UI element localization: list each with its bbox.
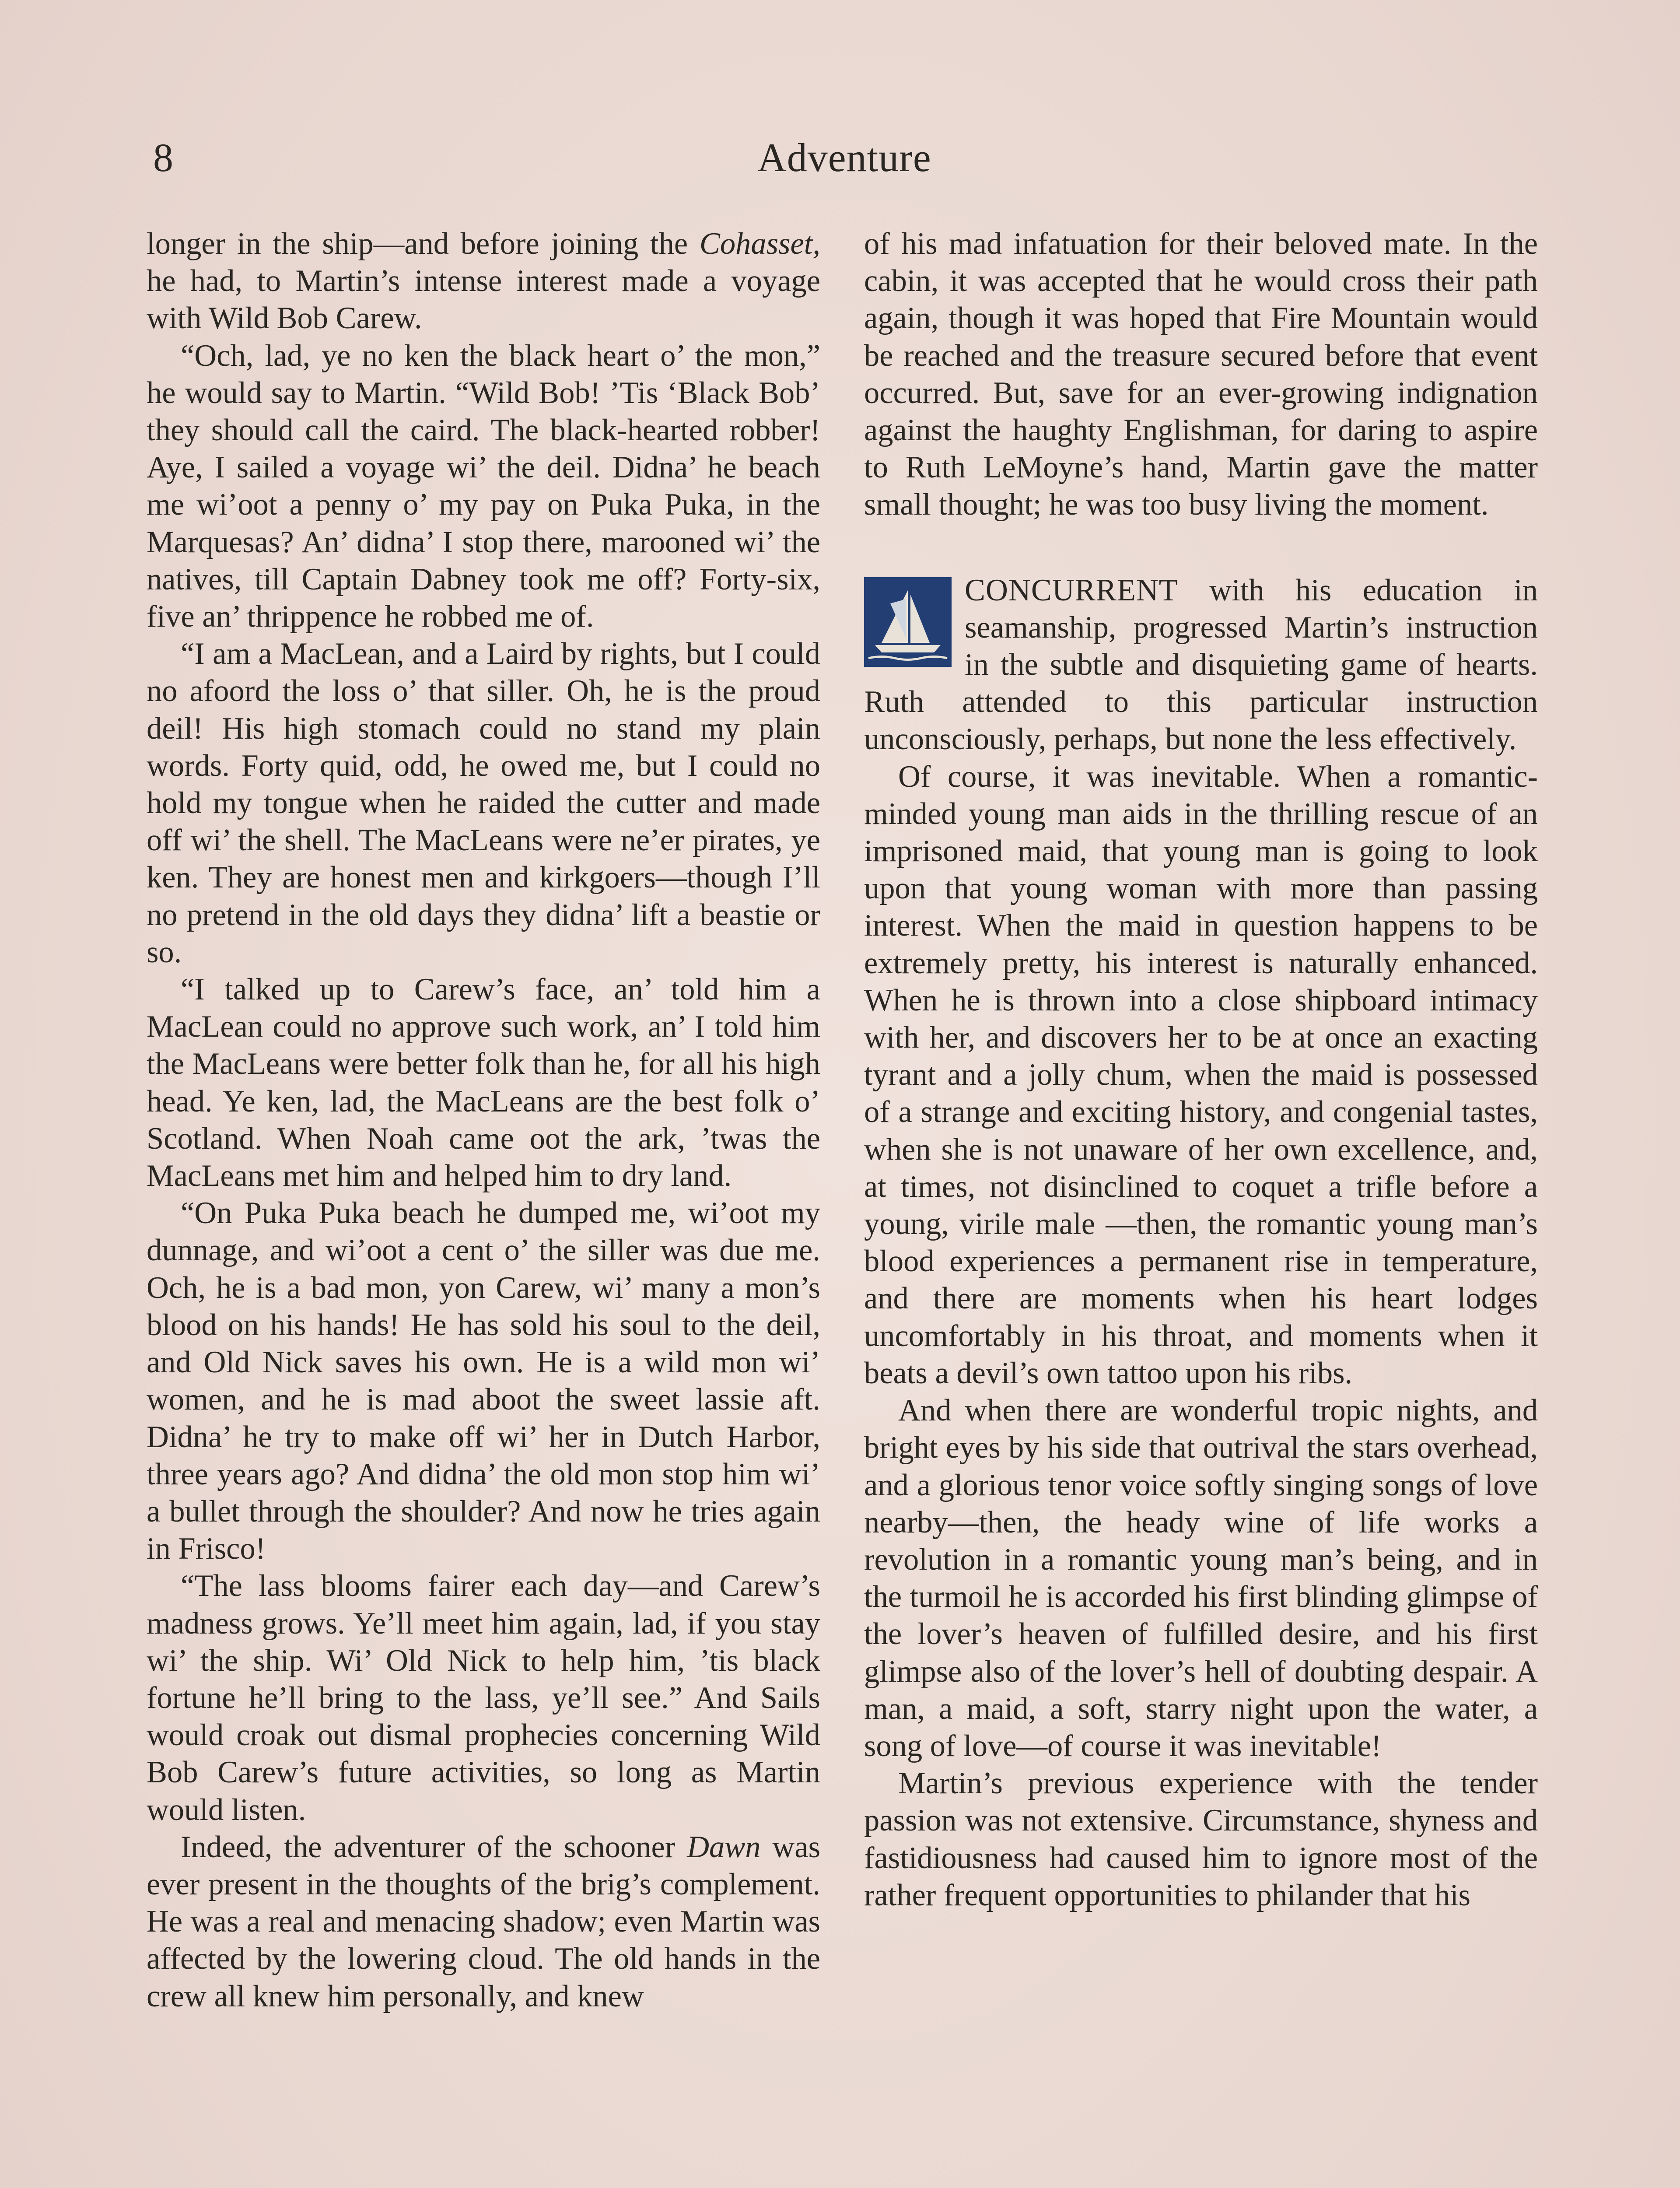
ship-name: Dawn — [687, 1830, 761, 1864]
paragraph: “Och, lad, ye no ken the black heart o’ the mon,” he would say to Martin. “Wild Bob! ’Tis ‘Black Bob’ they should call the caird. The black-hearted robber! Aye, I sailed a voyage wi’ the deil. Didna’ he beach me wi’oot a penny o’ my pay on Puka Puka, in the Marquesas? An’ didna’ I stop there, marooned wi’ the natives, till Captain Dabney took me off? Forty-six, five an’ thrippence he robbed me of. — [147, 338, 820, 634]
paragraph — [147, 1829, 820, 2015]
paragraph-text: was ever present in the thoughts of the brig’s complement. He was a real and menacing shadow; even Martin was affected by the lowering cloud. The old hands in the crew all knew him personally, and knew — [147, 1830, 820, 2013]
left-column — [147, 225, 820, 2015]
paragraph: of his mad infatuation for their beloved mate. In the cabin, it was accepted that he would cross their path again, though it was hoped that Fire Mountain would be reached and the treasure secured before that event occurred. But, save for an ever-growing indignation against the haughty Englishman, for daring to aspire to Ruth LeMoyne’s hand, Martin gave the matter small thought; he was too busy living the moment. — [864, 227, 1538, 522]
paragraph-text: Indeed, the adventurer of the schooner — [181, 1830, 687, 1864]
sailing-ship-icon — [864, 577, 952, 667]
paragraph-text: with his education in seamanship, progressed Martin’s instruction in the subtle and disquieting game of hearts. Ruth attended to this particular instruction unconsciously, perhaps, but none the less effectively. — [864, 573, 1538, 757]
paragraph-text: he had, to Martin’s intense interest made a voyage with Wild Bob Carew. — [147, 264, 820, 336]
paragraph: “On Puka Puka beach he dumped me, wi’oot my dunnage, and wi’oot a cent o’ the siller was due me. Och, he is a bad mon, yon Carew, wi’ many a mon’s blood on his hands! He has sold his soul to the deil, and Old Nick saves his own. He is a wild mon wi’ women, and he is mad aboot the sweet lassie aft. Didna’ he try to make off wi’ her in Dutch Harbor, three years ago? And didna’ the old mon stop him wi’ a bullet through the shoulder? And now he tries again in Frisco! — [147, 1196, 820, 1566]
paragraph: Martin’s previous experience with the tender passion was not extensive. Circumstance, shyness and fastidiousness had caused him to ignore most of the rather frequent opportunities to philander that his — [864, 1766, 1538, 1912]
paragraph: And when there are wonderful tropic nights, and bright eyes by his side that outrival the stars overhead, and a glorious tenor voice softly singing songs of love nearby—then, the heady wine of life works a revolution in a romantic young man’s being, and in the turmoil he is accorded his first blinding glimpse of the lover’s heaven of fulfilled desire, and his first glimpse also of the lover’s hell of doubting despair. A man, a maid, a soft, starry night upon the water, a song of love—of course it was inevitable! — [864, 1393, 1538, 1763]
paragraph — [864, 572, 1538, 758]
paragraph — [147, 225, 820, 337]
paragraph: “The lass blooms fairer each day—and Carew’s madness grows. Ye’ll meet him again, lad, if you stay wi’ the ship. Wi’ Old Nick to help him, ’tis black fortune he’ll bring to the lass, ye’ll see.” And Sails would croak out dismal prophecies concerning Wild Bob Carew’s future activities, so long as Martin would listen. — [147, 1569, 820, 1827]
lead-word: CONCURRENT — [965, 573, 1178, 607]
ship-name: Cohasset, — [699, 227, 820, 261]
page-number: 8 — [153, 135, 173, 180]
paragraph: Of course, it was inevitable. When a romantic-minded young man aids in the thrilling rescue of an imprisoned maid, that young man is going to look upon that young woman with more than passing interest. When the maid in question happens to be extremely pretty, his interest is naturally enhanced. When he is thrown into a close shipboard intimacy with her, and discovers her to be at once an exacting tyrant and a jolly chum, when the maid is possessed of a strange and exciting history, and congenial tastes, when she is not unaware of her own excellence, and, at times, not disinclined to coquet a trifle before a young, virile male —then, the romantic young man’s blood experiences a permanent rise in temperature, and there are moments when his heart lodges uncomfortably in his throat, and moments when it beats a devil’s own tattoo upon his ribs. — [864, 759, 1538, 1390]
paragraph: “I am a MacLean, and a Laird by rights, but I could no afoord the loss o’ that siller. Oh, he is the proud deil! His high stomach could no stand my plain words. Forty quid, odd, he owed me, but I could no hold my tongue when he raided the cutter and made off wi’ the shell. The MacLeans were ne’er pirates, ye ken. They are honest men and kirkgoers—though I’ll no pretend in the old days they didna’ lift a beastie or so. — [147, 637, 820, 969]
paragraph: “I talked up to Carew’s face, an’ told him a MacLean could no approve such work, an’ I told him the MacLeans were better folk than he, for all his high head. Ye ken, lad, the MacLeans are the best folk o’ Scotland. When Noah came oot the ark, ’twas the MacLeans met him and helped him to dry land. — [147, 972, 820, 1193]
section-break — [864, 524, 1538, 572]
page-header — [153, 131, 1536, 184]
running-title: Adventure — [757, 135, 931, 180]
paragraph-text: longer in the ship—and before joining the — [147, 227, 700, 261]
sailing-ship-icon — [864, 577, 952, 667]
right-column — [864, 225, 1538, 1914]
